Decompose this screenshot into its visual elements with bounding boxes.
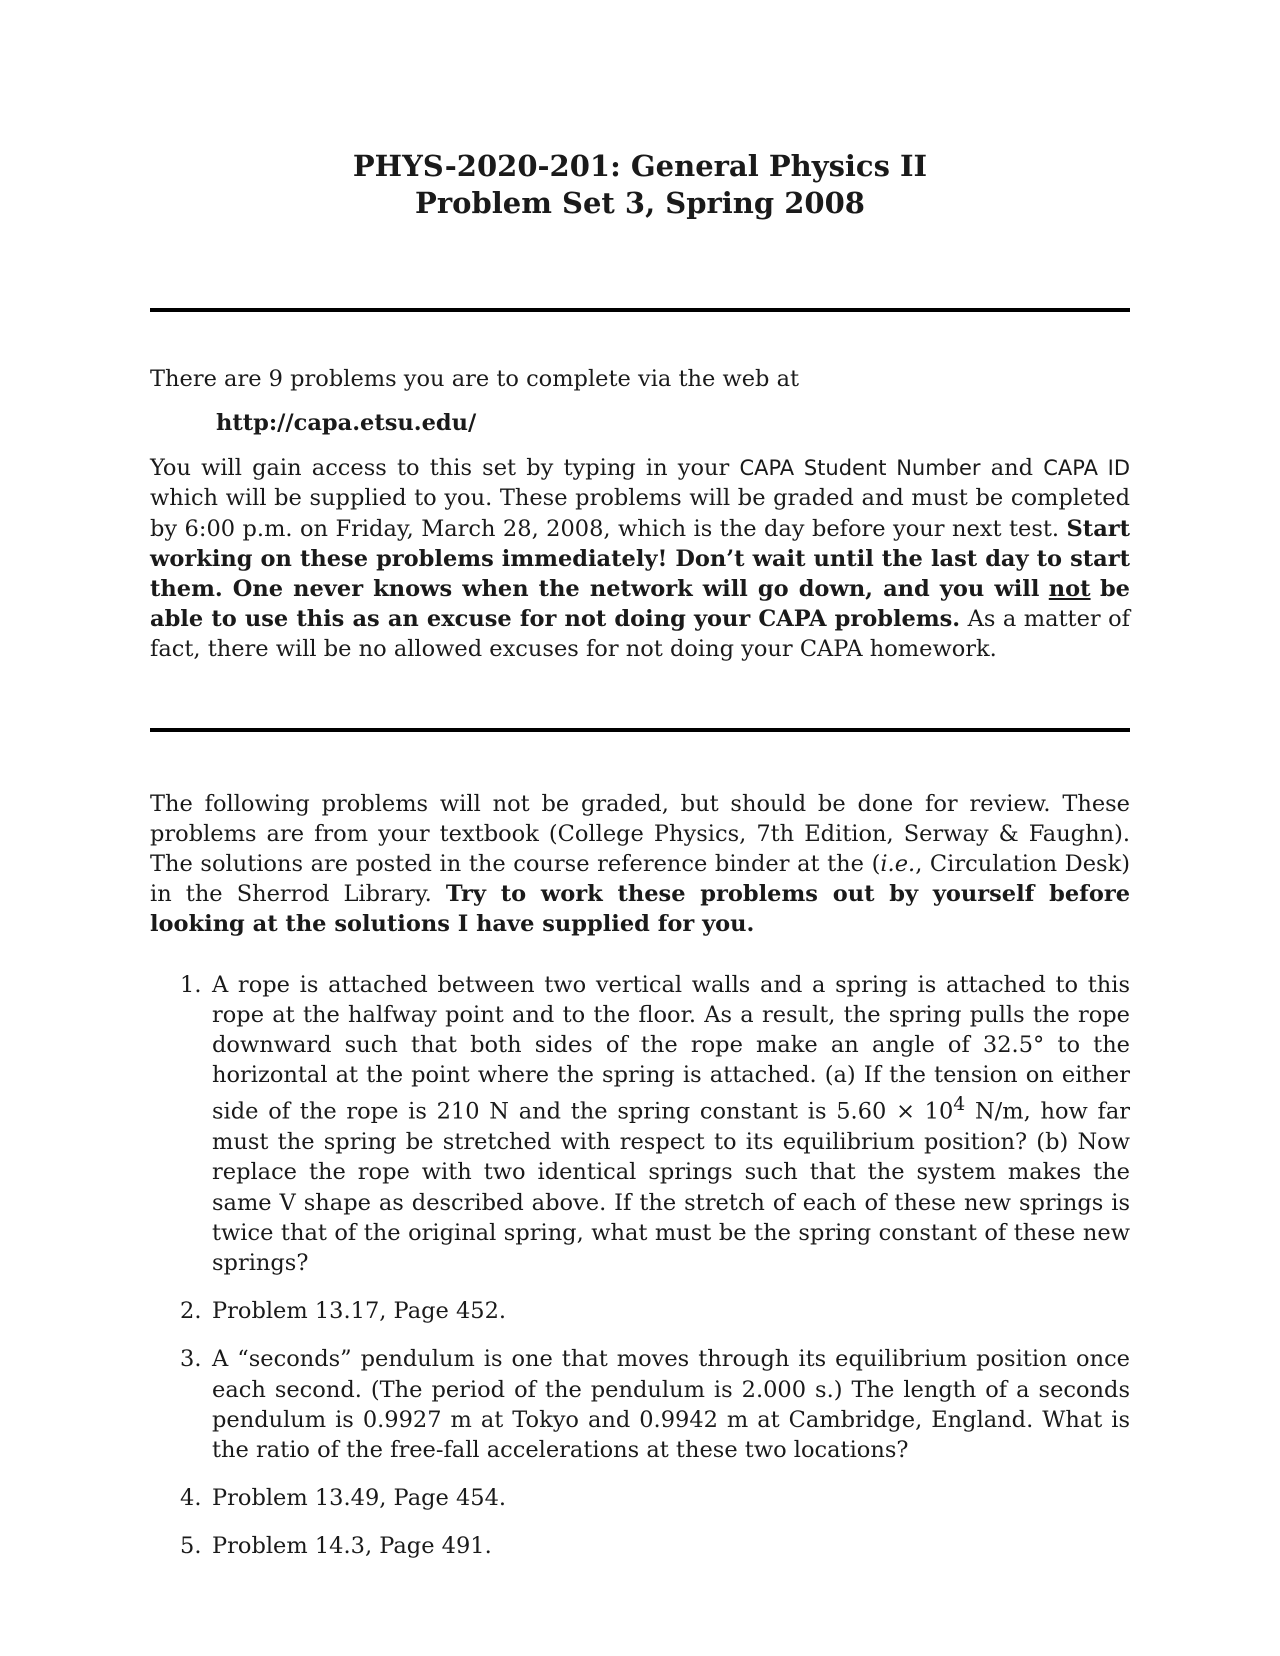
problem-number: 1. bbox=[180, 971, 202, 998]
problem-item-2 bbox=[150, 1296, 1130, 1326]
capa-url-link[interactable]: http://capa.etsu.edu/ bbox=[216, 410, 477, 437]
review-ie: i.e. bbox=[880, 851, 916, 878]
problem-item-1 bbox=[150, 970, 1130, 1279]
problem-number: 4. bbox=[180, 1485, 202, 1512]
problem-number: 3. bbox=[180, 1346, 202, 1373]
review-paragraph bbox=[150, 789, 1130, 940]
access-paragraph bbox=[150, 453, 1130, 664]
document-title bbox=[150, 148, 1130, 222]
access-text-4: As a matter of fact, there will be no allowed excuses for not doing your CAPA homework. bbox=[150, 606, 1130, 663]
problem-exponent: 4 bbox=[953, 1094, 966, 1116]
document-page bbox=[150, 0, 1130, 1580]
problem-number: 5. bbox=[180, 1533, 202, 1560]
problem-text-part-1: A rope is attached between two vertical walls and a spring is attached to this rope at the halfway point and to the floor. As a result, the spring pulls the rope downward such that both sides of the rope make an angle of 32.5° to the horizontal at the point where the spring is attached. (a) If the tension on either side of the rope is 210 N and the spring constant is 5.60 × 10 bbox=[212, 971, 1130, 1125]
problem-number: 2. bbox=[180, 1298, 202, 1325]
access-text-3: which will be supplied to you. These problems will be graded and must be completed by 6:00 p.m. on Friday, March 28, 2008, which is the day before your next test. bbox=[150, 485, 1130, 542]
capa-student-number-term: CAPA Student Number bbox=[739, 456, 981, 481]
access-warning-not: not bbox=[1048, 576, 1091, 603]
problem-text: Problem 14.3, Page 491. bbox=[212, 1533, 492, 1560]
problem-item-4 bbox=[150, 1483, 1130, 1513]
review-text-2: , Circulation Desk) in the Sherrod Library. bbox=[150, 851, 1130, 908]
capa-id-term: CAPA ID bbox=[1043, 456, 1131, 481]
review-text-1: The following problems will not be graded, but should be done for review. These problems are from your textbook (College Physics, 7th Edition, Serway & Faughn). The solutions are posted in the course reference binder at the ( bbox=[150, 790, 1130, 878]
problem-text: A “seconds” pendulum is one that moves through its equilibrium position once each second. (The period of the pendulum is 2.000 s.) The length of a seconds pendulum is 0.9927 m at Tokyo and 0.9942 m at Cambridge, England. What is the ratio of the free-fall accelerations at these two locations? bbox=[212, 1346, 1130, 1463]
access-text-2: and bbox=[990, 455, 1034, 482]
intro-paragraph: There are 9 problems you are to complete via the web at bbox=[150, 366, 800, 392]
section-divider bbox=[150, 728, 1130, 732]
section-divider bbox=[150, 308, 1130, 312]
problem-item-3 bbox=[150, 1344, 1130, 1465]
access-warning-1: Start working on these problems immediately! Don’t wait until the last day to start them. One never knows when the network will go down, and you will bbox=[150, 515, 1131, 603]
set-title: Problem Set 3, Spring 2008 bbox=[415, 186, 865, 220]
course-title: PHYS-2020-201: General Physics II bbox=[352, 149, 928, 183]
problem-item-5 bbox=[150, 1531, 1130, 1561]
problem-text: Problem 13.17, Page 452. bbox=[212, 1298, 507, 1325]
problem-list bbox=[150, 970, 1130, 1562]
access-text-1: You will gain access to this set by typing in your bbox=[150, 455, 730, 482]
access-warning-2: be able to use this as an excuse for not doing your CAPA problems. bbox=[150, 576, 1131, 633]
review-instruction: Try to work these problems out by yourself before looking at the solutions I have supplied for you. bbox=[150, 881, 1131, 938]
problem-text: Problem 13.49, Page 454. bbox=[212, 1485, 507, 1512]
problem-text-part-2: N/m, how far must the spring be stretched with respect to its equilibrium position? (b) Now replace the rope with two identical springs such that the system makes the same V shape as described above. If the stretch of each of these new springs is twice that of the original spring, what must be the spring constant of these new springs? bbox=[212, 1098, 1130, 1276]
